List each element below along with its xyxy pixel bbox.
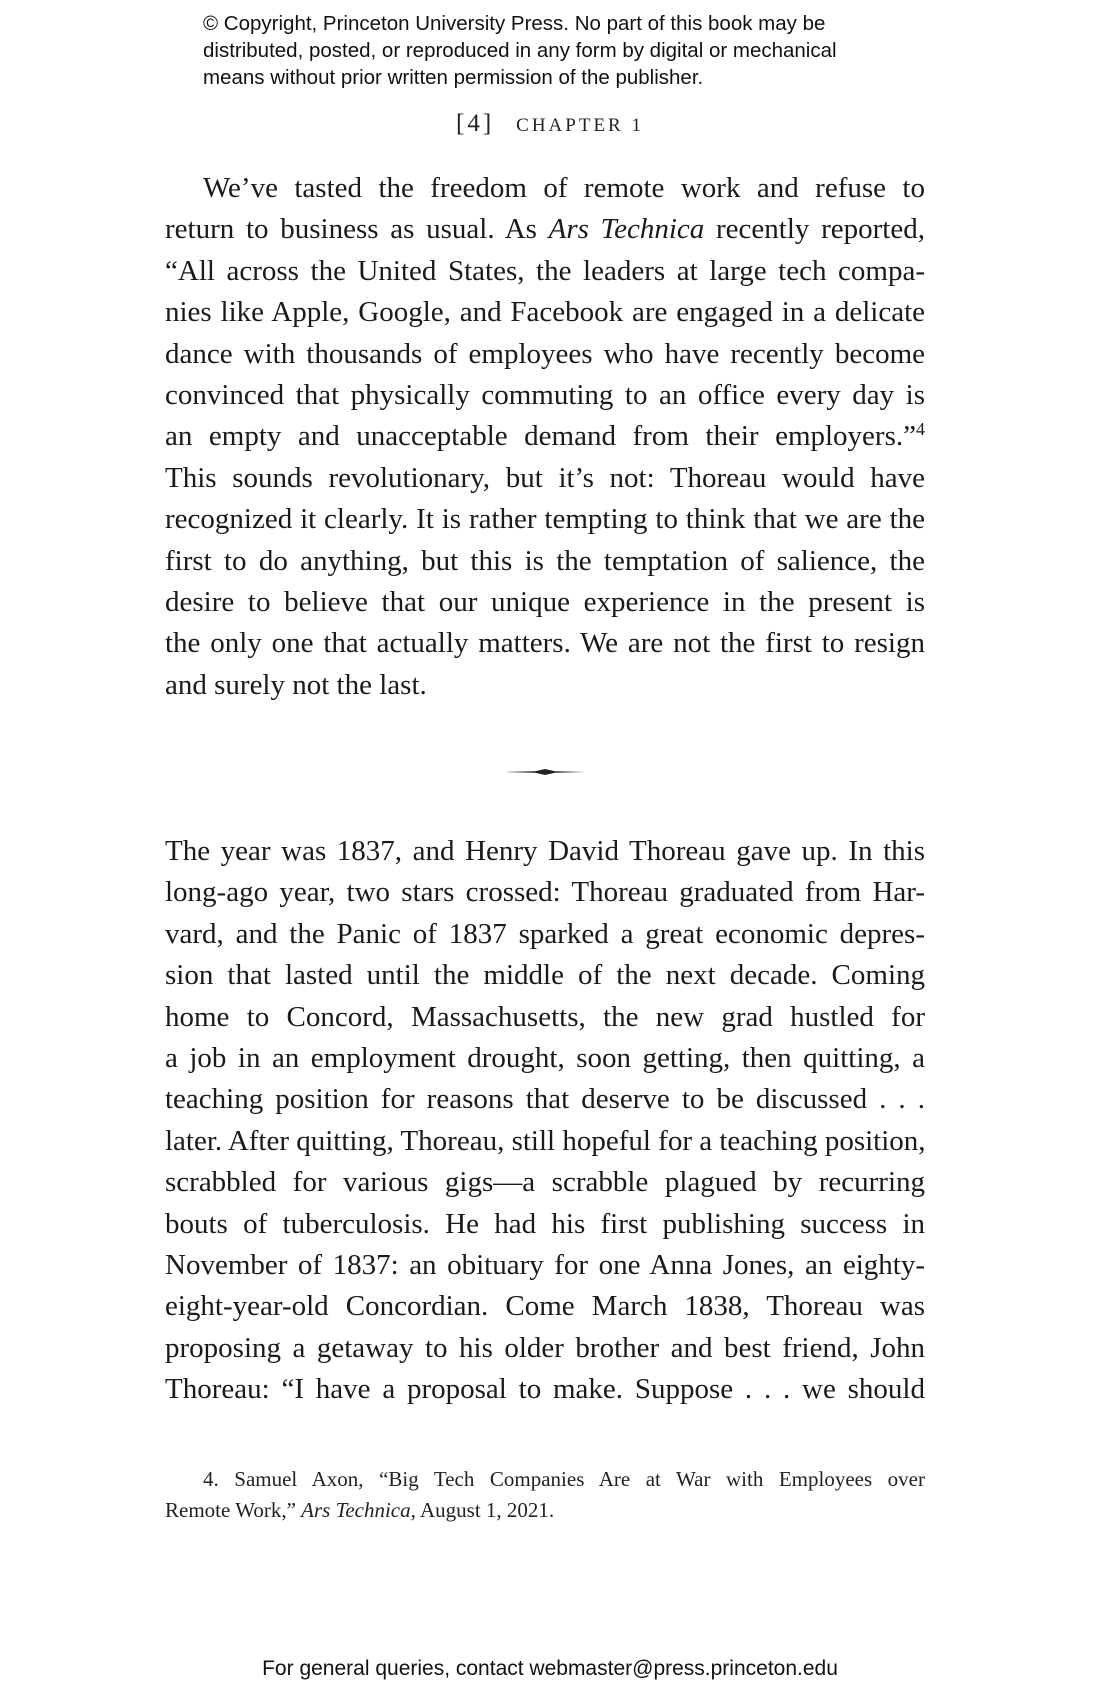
copyright-line: distributed, posted, or reproduced in any form by digital or mechanical xyxy=(203,39,837,62)
text-line: a job in an employment drought, soon getting, then quitting, a xyxy=(165,1042,925,1075)
text-line: November of 1837: an obituary for one Anna Jones, an eighty- xyxy=(165,1249,925,1282)
text-run: an empty and unacceptable demand from their employers.” xyxy=(165,420,916,453)
text-line: eight-year-old Concordian. Come March 1838, Thoreau was xyxy=(165,1290,925,1323)
text-line: first to do anything, but this is the temptation of salience, the xyxy=(165,544,925,577)
text-line: vard, and the Panic of 1837 sparked a great economic depres- xyxy=(165,917,925,950)
text-line xyxy=(165,209,925,250)
text-line: the only one that actually matters. We are not the first to resign xyxy=(165,627,925,660)
text-line: and surely not the last. xyxy=(165,668,427,701)
text-run: , August 1, 2021. xyxy=(410,1498,555,1522)
copyright-line: means without prior written permission of the publisher. xyxy=(203,66,704,89)
publication-title: Ars Technica xyxy=(301,1498,411,1522)
text-line: sion that lasted until the middle of the next decade. Coming xyxy=(165,959,925,992)
text-line: long-ago year, two stars crossed: Thoreau graduated from Har- xyxy=(165,876,925,909)
text-line: home to Concord, Massachusetts, the new grad hustled for xyxy=(165,1000,925,1033)
copyright-notice xyxy=(203,10,923,91)
text-line: nies like Apple, Google, and Facebook are engaged in a delicate xyxy=(165,296,925,329)
section-break-ornament xyxy=(505,766,585,778)
chapter-label: CHAPTER 1 xyxy=(516,115,644,136)
text-line: convinced that physically commuting to an office every day is xyxy=(165,379,925,412)
page-number: [4] xyxy=(456,110,495,137)
text-line: later. After quitting, Thoreau, still hopeful for a teaching position, xyxy=(165,1124,926,1157)
text-line: scrabbled for various gigs—a scrabble plagued by recurring xyxy=(165,1166,925,1199)
copyright-line: © Copyright, Princeton University Press. No part of this book may be xyxy=(203,12,826,35)
footnote-line: 4. Samuel Axon, “Big Tech Companies Are at War with Employees over xyxy=(203,1467,925,1491)
text-line: Thoreau: “I have a proposal to make. Suppose . . . we should xyxy=(165,1373,925,1406)
footnote xyxy=(165,1464,925,1526)
paragraph-2 xyxy=(165,831,925,1411)
text-run: Remote Work,” xyxy=(165,1498,302,1522)
text-line: teaching position for reasons that deserve to be discussed . . . xyxy=(165,1083,925,1116)
publication-title: Ars Technica xyxy=(548,213,705,246)
text-line: This sounds revolutionary, but it’s not: Thoreau would have xyxy=(165,461,925,494)
text-line: dance with thousands of employees who have recently become xyxy=(165,337,925,370)
text-run: return to business as usual. As xyxy=(165,213,549,246)
text-line: proposing a getaway to his older brother and best friend, John xyxy=(165,1331,925,1364)
text-line: The year was 1837, and Henry David Thoreau gave up. In this xyxy=(165,835,925,867)
contact-footer: For general queries, contact webmaster@press.princeton.edu xyxy=(262,1657,838,1680)
text-line xyxy=(165,416,925,457)
running-head xyxy=(0,110,1100,138)
paragraph-1 xyxy=(165,168,925,706)
footnote-line xyxy=(165,1495,925,1526)
text-line: We’ve tasted the freedom of remote work and refuse to xyxy=(203,172,925,204)
text-line: recognized it clearly. It is rather tempting to think that we are the xyxy=(165,503,925,536)
footnote-reference[interactable]: 4 xyxy=(916,419,925,440)
text-line: desire to believe that our unique experience in the present is xyxy=(165,586,925,619)
text-line: “All across the United States, the leaders at large tech compa- xyxy=(165,254,925,287)
text-line: bouts of tuberculosis. He had his first publishing success in xyxy=(165,1207,925,1240)
text-run: recently reported, xyxy=(704,213,925,246)
